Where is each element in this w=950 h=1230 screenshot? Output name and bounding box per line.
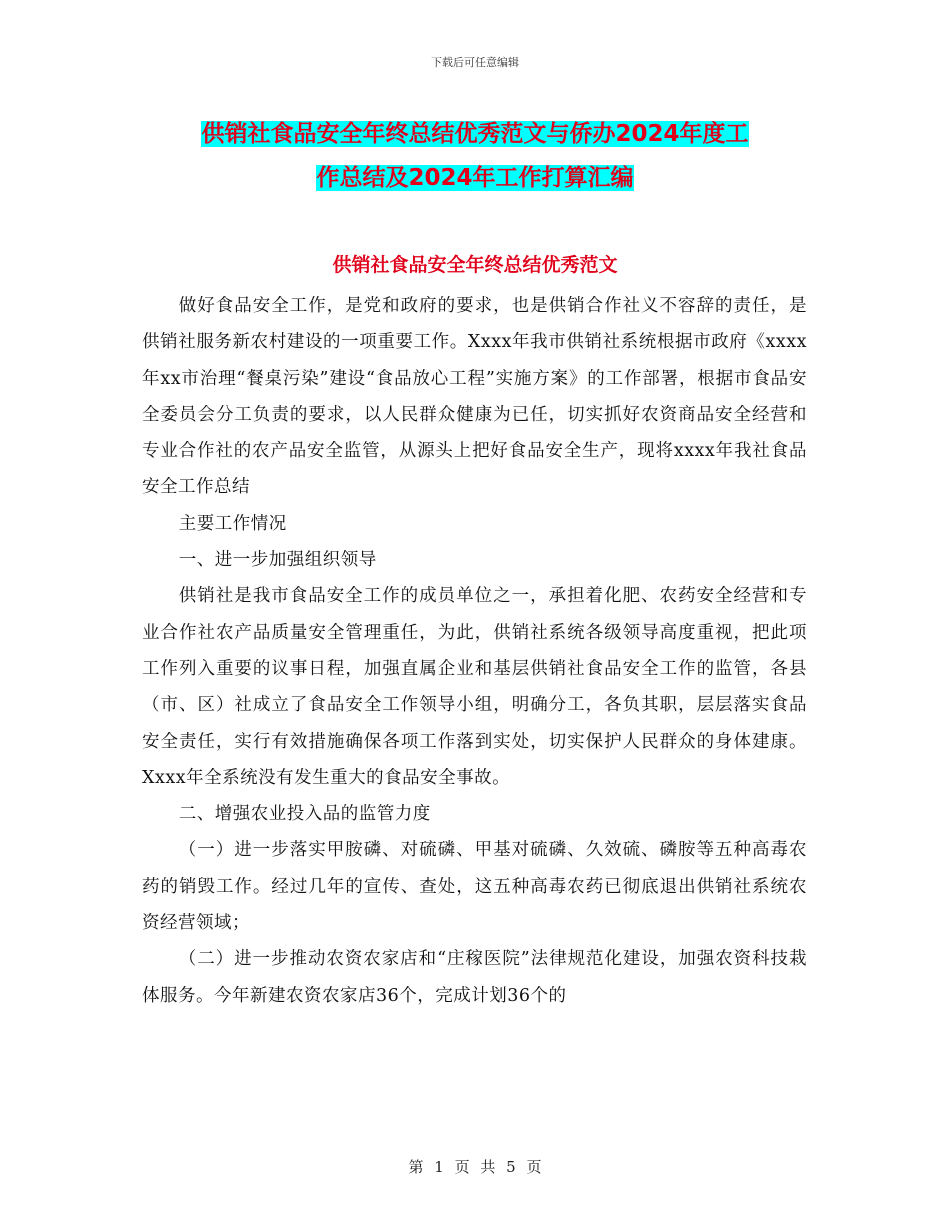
document-title (140, 112, 810, 200)
paragraph: 供销社是我市食品安全工作的成员单位之一，承担着化肥、农药安全经营和专业合作社农产品质量安全管理重任，为此，供销社系统各级领导高度重视，把此项工作列入重要的议事日程，加强直属企业和基层供销社食品安全工作的监管，各县（市、区）社成立了食品安全工作领导小组，明确分工，各负其职，层层落实食品安全责任，实行有效措施确保各项工作落到实处，切实保护人民群众的身体建康。Xxxx年全系统没有发生重大的食品安全事故。 (142, 586, 807, 788)
section-title: 供销社食品安全年终总结优秀范文 (332, 254, 618, 276)
document-body (142, 288, 807, 1014)
paragraph: 做好食品安全工作，是党和政府的要求，也是供销合作社义不容辞的责任，是供销社服务新农村建设的一项重要工作。Xxxx年我市供销社系统根据市政府《xxxx年xx市治理“餐桌污染”建设“食品放心工程”实施方案》的工作部署，根据市食品安全委员会分工负责的要求，以人民群众健康为已任，切实抓好农资商品安全经营和专业合作社的农产品安全监管，从源头上把好食品安全生产，现将xxxx年我社食品安全工作总结 (142, 296, 807, 498)
paragraph: 主要工作情况 (178, 513, 287, 534)
paragraph: 二、增强农业投入品的监管力度 (178, 804, 431, 825)
paragraph: 一、进一步加强组织领导 (178, 550, 377, 571)
paragraph: （二）进一步推动农资农家店和“庄稼医院”法律规范化建设，加强农资科技栽体服务。今年新建农资农家店36个，完成计划36个的 (142, 949, 807, 1006)
paragraph: （一）进一步落实甲胺磷、对硫磷、甲基对硫磷、久效硫、磷胺等五种高毒农药的销毁工作。经过几年的宣传、查处，这五种高毒农药已彻底退出供销社系统农资经营领域； (142, 840, 807, 934)
header-note: 下载后可任意编辑 (431, 56, 519, 69)
page-number-footer: 第 1 页 共 5 页 (408, 1158, 542, 1176)
title-line-1: 供销社食品安全年终总结优秀范文与侨办2024年度工 (201, 121, 749, 147)
title-line-2: 作总结及2024年工作打算汇编 (316, 165, 634, 191)
